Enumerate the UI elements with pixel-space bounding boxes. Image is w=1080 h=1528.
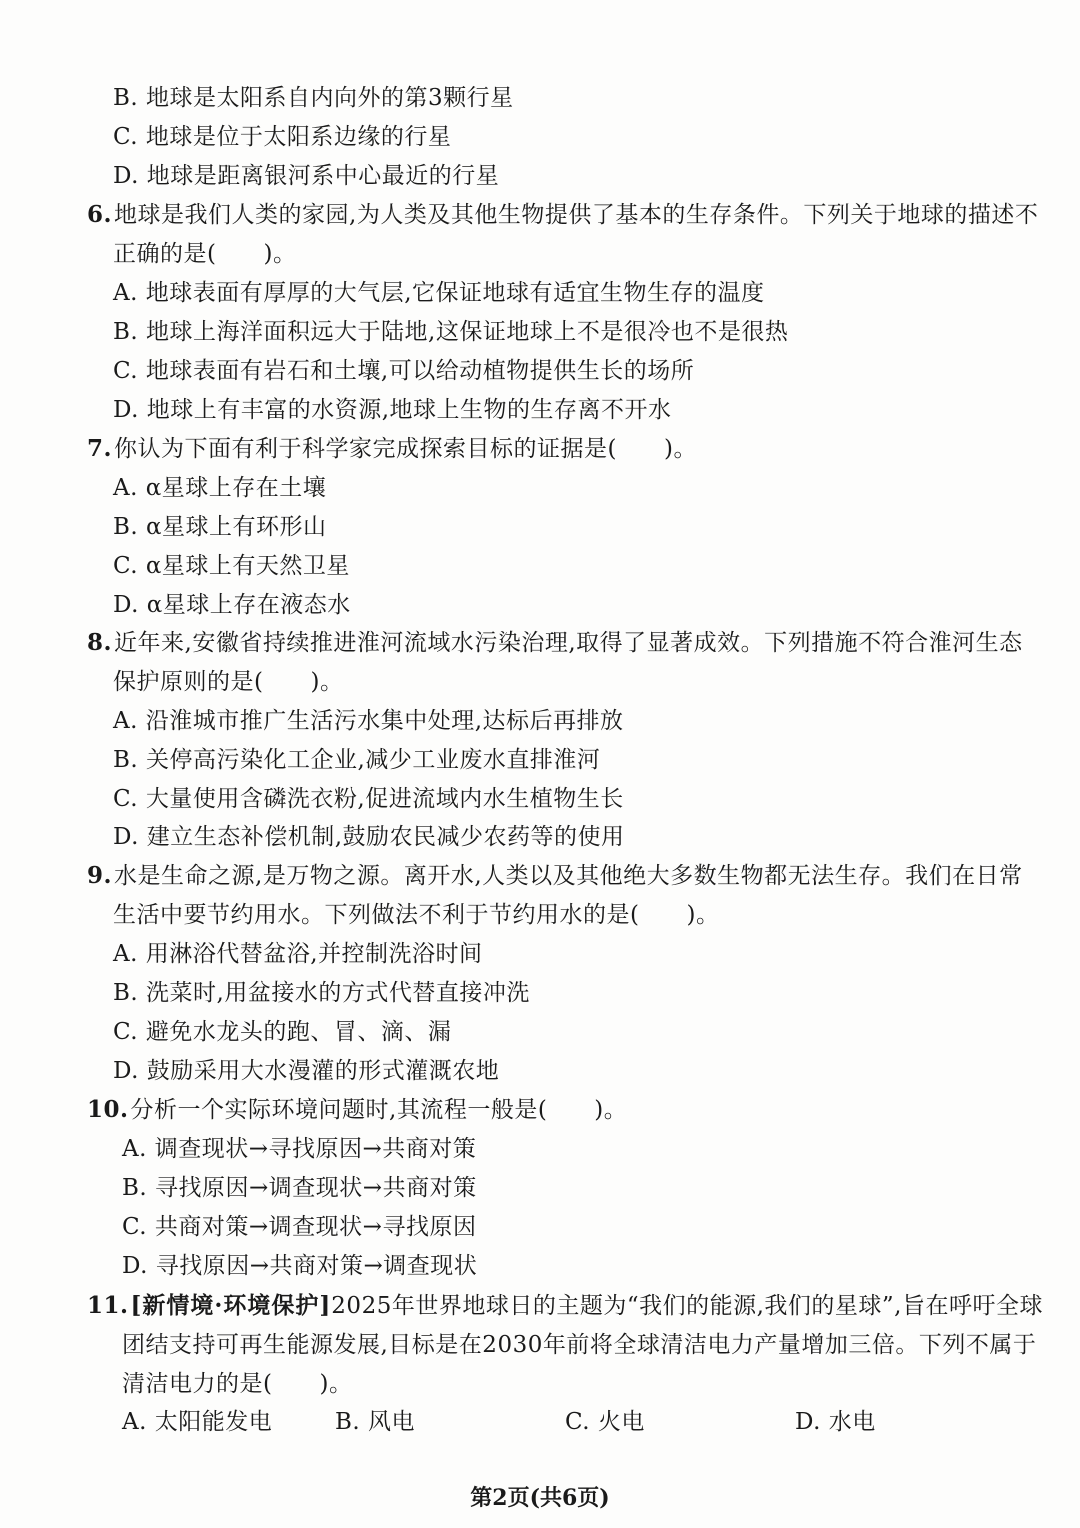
q11-stem-line-1 <box>87 1291 1043 1321</box>
q11-option-d: D. 水电 <box>795 1409 876 1435</box>
q11-stem-line-2: 团结支持可再生能源发展,目标是在2030年前将全球清洁电力产量增加三倍。下列不属于 <box>122 1332 1037 1358</box>
q6-option-c: C. 地球表面有岩石和土壤,可以给动植物提供生长的场所 <box>113 358 695 384</box>
q7-option-c: C. α星球上有天然卫星 <box>113 553 350 579</box>
q5-option-d: D. 地球是距离银河系中心最近的行星 <box>113 163 500 189</box>
q11-option-c: C. 火电 <box>565 1409 645 1435</box>
q7-option-a: A. α星球上存在土壤 <box>113 475 327 501</box>
q10-option-d: D. 寻找原因→共商对策→调查现状 <box>122 1253 478 1279</box>
q8-option-d: D. 建立生态补偿机制,鼓励农民减少农药等的使用 <box>113 824 625 850</box>
q8-option-a: A. 沿淮城市推广生活污水集中处理,达标后再排放 <box>113 708 624 734</box>
q10-option-b: B. 寻找原因→调查现状→共商对策 <box>122 1175 477 1201</box>
q10-stem-text-1: 分析一个实际环境问题时,其流程一般是( )。 <box>130 1097 628 1123</box>
q8-stem-text-1: 近年来,安徽省持续推进淮河流域水污染治理,取得了显著成效。下列措施不符合淮河生态 <box>114 630 1023 656</box>
q6-stem-line-2: 正确的是( )。 <box>113 241 297 267</box>
q6-option-a: A. 地球表面有厚厚的大气层,它保证地球有适宜生物生存的温度 <box>113 280 765 306</box>
q6-option-d: D. 地球上有丰富的水资源,地球上生物的生存离不开水 <box>113 397 672 423</box>
q11-option-b: B. 风电 <box>335 1409 416 1435</box>
q10-option-c: C. 共商对策→调查现状→寻找原因 <box>122 1214 477 1240</box>
q7-stem-text-1: 你认为下面有利于科学家完成探索目标的证据是( )。 <box>114 436 697 462</box>
q9-stem-text-1: 水是生命之源,是万物之源。离开水,人类以及其他绝大多数生物都无法生存。我们在日常 <box>114 863 1023 889</box>
q9-option-c: C. 避免水龙头的跑、冒、滴、漏 <box>113 1019 452 1045</box>
q9-option-d: D. 鼓励采用大水漫灌的形式灌溉农地 <box>113 1058 500 1084</box>
page-number-footer: 第2页(共6页) <box>470 1485 610 1511</box>
q11-context-tag: [新情境·环境保护] <box>130 1292 332 1319</box>
q8-stem-line-2: 保护原则的是( )。 <box>113 669 344 695</box>
q8-number: 8. <box>87 629 113 656</box>
q9-number: 9. <box>87 862 113 889</box>
q7-option-b: B. α星球上有环形山 <box>113 514 327 540</box>
q9-stem-line-2: 生活中要节约用水。下列做法不利于节约用水的是( )。 <box>113 902 720 928</box>
q10-option-a: A. 调查现状→寻找原因→共商对策 <box>122 1136 477 1162</box>
q11-option-a: A. 太阳能发电 <box>122 1409 273 1435</box>
q7-option-d: D. α星球上存在液态水 <box>113 592 351 618</box>
q10-number: 10. <box>87 1096 129 1123</box>
q6-number: 6. <box>87 201 113 228</box>
q8-option-b: B. 关停高污染化工企业,减少工业废水直排淮河 <box>113 747 601 773</box>
q8-stem-line-1 <box>87 628 1023 658</box>
q11-stem-text-1: 2025年世界地球日的主题为“我们的能源,我们的星球”,旨在呼吁全球 <box>331 1293 1043 1319</box>
q5-option-b: B. 地球是太阳系自内向外的第3颗行星 <box>113 85 514 111</box>
q8-option-c: C. 大量使用含磷洗衣粉,促进流域内水生植物生长 <box>113 786 624 812</box>
q11-stem-line-3: 清洁电力的是( )。 <box>122 1371 353 1397</box>
q6-option-b: B. 地球上海洋面积远大于陆地,这保证地球上不是很冷也不是很热 <box>113 319 789 345</box>
q7-stem-line-1 <box>87 434 697 464</box>
q10-stem-line-1 <box>87 1095 627 1125</box>
q11-number: 11. <box>87 1292 129 1319</box>
q9-stem-line-1 <box>87 861 1023 891</box>
q9-option-a: A. 用淋浴代替盆浴,并控制洗浴时间 <box>113 941 483 967</box>
q7-number: 7. <box>87 435 113 462</box>
q6-stem-line-1 <box>87 200 1038 230</box>
q5-option-c: C. 地球是位于太阳系边缘的行星 <box>113 124 452 150</box>
q9-option-b: B. 洗菜时,用盆接水的方式代替直接冲洗 <box>113 980 530 1006</box>
q6-stem-text-1: 地球是我们人类的家园,为人类及其他生物提供了基本的生存条件。下列关于地球的描述不 <box>114 202 1039 228</box>
